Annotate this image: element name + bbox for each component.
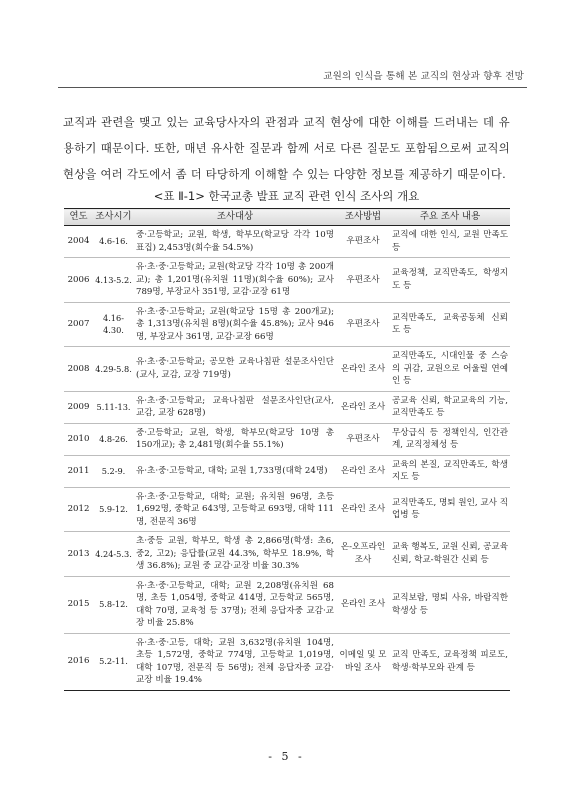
cell-target: 유·초·중·고등학교, 대학; 교원 1,733명(대학 24명) bbox=[134, 455, 336, 487]
survey-table bbox=[64, 208, 510, 691]
cell-year: 2004 bbox=[64, 226, 93, 258]
table-row bbox=[64, 532, 510, 577]
cell-period: 4.29-5.8. bbox=[93, 347, 134, 392]
cell-method: 우편조사 bbox=[336, 302, 390, 347]
intro-paragraph: 교직과 관련을 맺고 있는 교육당사자의 관점과 교직 현상에 대한 이해를 드러내는 데 유용하기 때문이다. 또한, 매년 유사한 질문과 함께 서로 다른 질문도 포함됨으로써 교직의 현상을 여러 각도에서 좀 더 타당하게 이해할 수 있는 다양한 정보를 제공하기 때문이다. bbox=[63, 116, 510, 182]
table-row bbox=[64, 576, 510, 633]
cell-target: 유·초·중·고등학교, 대학; 교원; 유치원 96명, 초등 1,692명, 중학교 643명, 고등학교 693명, 대학 111명, 전문직 36명 bbox=[134, 487, 336, 532]
table-caption: <표 Ⅱ-1> 한국교총 발표 교직 관련 인식 조사의 개요 bbox=[153, 189, 420, 203]
cell-method: 온라인 조사 bbox=[336, 576, 390, 633]
cell-period: 4.24-5.3. bbox=[93, 532, 134, 577]
cell-period: 4.8-26. bbox=[93, 423, 134, 455]
page-header bbox=[0, 0, 573, 92]
cell-content: 교육 행복도, 교원 신뢰, 공교육 신뢰, 학교-학원간 신뢰 등 bbox=[390, 532, 510, 577]
cell-year: 2016 bbox=[64, 633, 93, 690]
cell-period: 5.9-12. bbox=[93, 487, 134, 532]
cell-period: 4.13-5.2. bbox=[93, 258, 134, 303]
cell-content: 교육의 본질, 교직만족도, 학생지도 등 bbox=[390, 455, 510, 487]
cell-period: 5.2-11. bbox=[93, 633, 134, 690]
cell-period: 5.11-13. bbox=[93, 391, 134, 423]
table-row bbox=[64, 258, 510, 303]
header-period: 조사시기 bbox=[93, 209, 134, 226]
table-row bbox=[64, 347, 510, 392]
cell-period: 4.16-4.30. bbox=[93, 302, 134, 347]
cell-content: 무상급식 등 정책인식, 인간관계, 교직정체성 등 bbox=[390, 423, 510, 455]
cell-content: 교직보람, 명퇴 사유, 바람직한 학생상 등 bbox=[390, 576, 510, 633]
header-year: 연도 bbox=[64, 209, 93, 226]
table-row bbox=[64, 633, 510, 690]
cell-period: 5.2-9. bbox=[93, 455, 134, 487]
cell-content: 교직 만족도, 교육정책 피로도, 학생·학부모와 관계 등 bbox=[390, 633, 510, 690]
table-row bbox=[64, 302, 510, 347]
cell-year: 2009 bbox=[64, 391, 93, 423]
cell-year: 2011 bbox=[64, 455, 93, 487]
cell-method: 온-오프라인 조사 bbox=[336, 532, 390, 577]
cell-content: 교직만족도, 시대인물 중 스승의 귀감, 교원으로 어울릴 연예인 등 bbox=[390, 347, 510, 392]
cell-content: 공교육 신뢰, 학교교육의 기능, 교직만족도 등 bbox=[390, 391, 510, 423]
cell-method: 우편조사 bbox=[336, 423, 390, 455]
cell-content: 교육정책, 교직만족도, 학생지도 등 bbox=[390, 258, 510, 303]
table-row bbox=[64, 423, 510, 455]
cell-target: 유·초·중·고등학교; 교육나침판 설문조사인단(교사, 교감, 교장 628명) bbox=[134, 391, 336, 423]
cell-year: 2007 bbox=[64, 302, 93, 347]
cell-method: 이메일 및 모바일 조사 bbox=[336, 633, 390, 690]
table-row bbox=[64, 487, 510, 532]
cell-year: 2015 bbox=[64, 576, 93, 633]
cell-target: 유·초·중·고등학교; 교원(학교당 15명 총 200개교); 총 1,313명(유치원 8명)(회수율 45.8%); 교사 946명, 부장교사 361명, 교감·교장 66명 bbox=[134, 302, 336, 347]
header-rule bbox=[58, 87, 527, 88]
cell-period: 5.8-12. bbox=[93, 576, 134, 633]
cell-year: 2006 bbox=[64, 258, 93, 303]
cell-period: 4.6-16. bbox=[93, 226, 134, 258]
cell-content: 교직만족도, 명퇴 원인, 교사 직업병 등 bbox=[390, 487, 510, 532]
table-header-row bbox=[64, 209, 510, 226]
table-row bbox=[64, 455, 510, 487]
cell-content: 교직에 대한 인식, 교원 만족도 등 bbox=[390, 226, 510, 258]
page-number: - 5 - bbox=[268, 750, 305, 763]
table-row bbox=[64, 391, 510, 423]
cell-method: 우편조사 bbox=[336, 226, 390, 258]
cell-target: 유·초·중·고등학교, 대학; 교원 2,208명(유치원 68명, 초등 1,054명, 중학교 414명, 고등학교 565명, 대학 70명, 교육청 등 37명); 전체 응답자중 교감·교장 비율 25.8% bbox=[134, 576, 336, 633]
cell-method: 우편조사 bbox=[336, 258, 390, 303]
header-content: 주요 조사 내용 bbox=[390, 209, 510, 226]
cell-year: 2012 bbox=[64, 487, 93, 532]
running-header: 교원의 인식을 통해 본 교직의 현상과 향후 전망 bbox=[323, 71, 524, 82]
cell-target: 중·고등학교; 교원, 학생, 학부모(학교당 10명 총 150개교); 총 2,481명(회수율 55.1%) bbox=[134, 423, 336, 455]
cell-content: 교직만족도, 교육공동체 신뢰도 등 bbox=[390, 302, 510, 347]
header-target: 조사대상 bbox=[134, 209, 336, 226]
cell-year: 2008 bbox=[64, 347, 93, 392]
cell-method: 온라인 조사 bbox=[336, 347, 390, 392]
cell-target: 유·초·중·고등, 대학; 교원 3,632명(유치원 104명, 초등 1,572명, 중학교 774명, 고등학교 1,019명, 대학 107명, 전문직 등 56명); 전체 응답자중 교감·교장 비율 19.4% bbox=[134, 633, 336, 690]
cell-method: 온라인 조사 bbox=[336, 487, 390, 532]
cell-method: 온라인 조사 bbox=[336, 455, 390, 487]
cell-target: 유·초·중·고등학교; 공모한 교육나침판 설문조사인단(교사, 교감, 교장 719명) bbox=[134, 347, 336, 392]
header-method: 조사방법 bbox=[336, 209, 390, 226]
cell-method: 온라인 조사 bbox=[336, 391, 390, 423]
cell-target: 초·중등 교원, 학부모, 학생 총 2,866명(학생: 초6, 중2, 고2); 응답률(교원 44.3%, 학부모 18.9%, 학생 36.8%); 교원 중 교감·교장 비율 30.3% bbox=[134, 532, 336, 577]
cell-year: 2010 bbox=[64, 423, 93, 455]
table-row bbox=[64, 226, 510, 258]
cell-target: 유·초·중·고등학교; 교원(학교당 각각 10명 총 200개교); 총 1,201명(유치원 11명)(회수율 60%); 교사 789명, 부장교사 351명, 교감·교장 61명 bbox=[134, 258, 336, 303]
cell-target: 중·고등학교; 교원, 학생, 학부모(학교당 각각 10명 표집) 2,453명(회수율 54.5%) bbox=[134, 226, 336, 258]
cell-year: 2013 bbox=[64, 532, 93, 577]
